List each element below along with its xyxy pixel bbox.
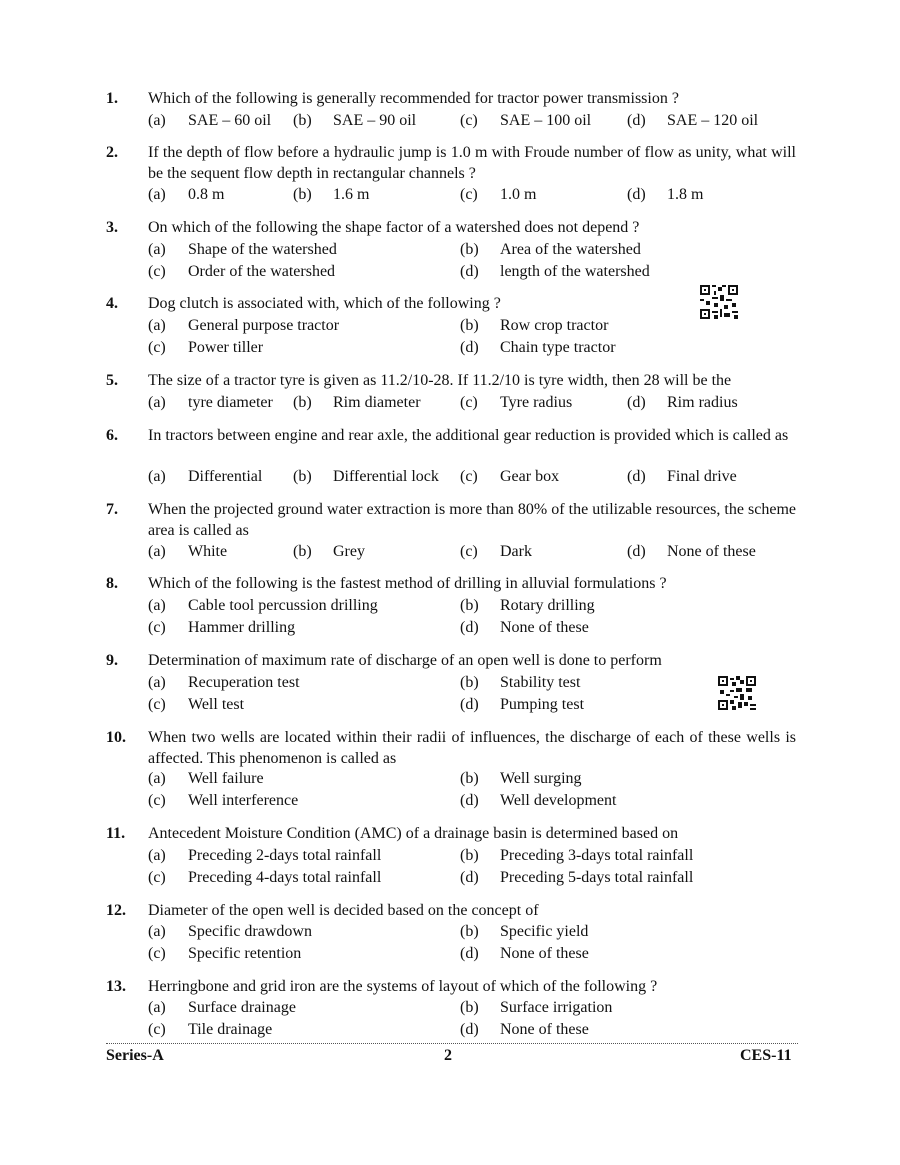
option-b: (b) Stability test bbox=[460, 674, 581, 691]
question-text: When the projected ground water extraction is more than 80% of the utilizable resources, the scheme area is called as bbox=[148, 501, 796, 539]
option-c: (c) Well interference bbox=[148, 792, 299, 809]
option-a: (a) Well failure bbox=[148, 770, 264, 787]
question-number: 1. bbox=[106, 90, 118, 107]
question-text: Antecedent Moisture Condition (AMC) of a drainage basin is determined based on bbox=[148, 825, 679, 842]
option-a: (a) Shape of the watershed bbox=[148, 241, 337, 258]
question-number: 6. bbox=[106, 427, 118, 444]
option-b: (b) 1.6 m bbox=[293, 186, 370, 203]
question-number: 10. bbox=[106, 729, 126, 746]
question-text: The size of a tractor tyre is given as 11.2/10-28. If 11.2/10 is tyre width, then 28 will be the bbox=[148, 372, 732, 389]
option-c: (c) Preceding 4-days total rainfall bbox=[148, 869, 382, 886]
option-b: (b) Differential lock bbox=[293, 468, 439, 485]
question-text: If the depth of flow before a hydraulic jump is 1.0 m with Froude number of flow as unity, what will be the sequent flow depth in rectangular channels ? bbox=[148, 144, 796, 182]
option-a: (a) Specific drawdown bbox=[148, 923, 312, 940]
option-a: (a) General purpose tractor bbox=[148, 317, 340, 334]
option-c: (c) Order of the watershed bbox=[148, 263, 336, 280]
option-d: (d) None of these bbox=[627, 543, 756, 560]
option-c: (c) Hammer drilling bbox=[148, 619, 296, 636]
option-b: (b) Row crop tractor bbox=[460, 317, 609, 334]
question-text: In tractors between engine and rear axle, the additional gear reduction is provided which is called as bbox=[148, 427, 789, 444]
option-d: (d) Chain type tractor bbox=[460, 339, 616, 356]
option-d: (d) 1.8 m bbox=[627, 186, 704, 203]
series-label: Series-A bbox=[106, 1047, 164, 1064]
question-number: 2. bbox=[106, 144, 118, 161]
question-text: When two wells are located within their radii of influences, the discharge of each of these wells is affected. This phenomenon is called as bbox=[148, 729, 796, 767]
option-b: (b) Specific yield bbox=[460, 923, 589, 940]
option-b: (b) Surface irrigation bbox=[460, 999, 613, 1016]
option-d: (d) Pumping test bbox=[460, 696, 585, 713]
option-c: (c) Power tiller bbox=[148, 339, 264, 356]
question-number: 5. bbox=[106, 372, 118, 389]
option-a: (a) SAE – 60 oil bbox=[148, 112, 272, 129]
page-number: 2 bbox=[444, 1047, 452, 1064]
option-b: (b) Area of the watershed bbox=[460, 241, 641, 258]
option-c: (c) SAE – 100 oil bbox=[460, 112, 592, 129]
question-number: 11. bbox=[106, 825, 126, 842]
option-a: (a) Recuperation test bbox=[148, 674, 300, 691]
footer-divider bbox=[106, 1043, 798, 1044]
option-c: (c) Tyre radius bbox=[460, 394, 573, 411]
qr-code-icon bbox=[718, 676, 756, 710]
question-number: 3. bbox=[106, 219, 118, 236]
question-text: Which of the following is the fastest method of drilling in alluvial formulations ? bbox=[148, 575, 667, 592]
option-a: (a) Preceding 2-days total rainfall bbox=[148, 847, 382, 864]
question-text: Diameter of the open well is decided based on the concept of bbox=[148, 902, 539, 919]
option-a: (a) tyre diameter bbox=[148, 394, 273, 411]
option-d: (d) Well development bbox=[460, 792, 617, 809]
option-d: (d) Rim radius bbox=[627, 394, 738, 411]
question-text: Determination of maximum rate of discharge of an open well is done to perform bbox=[148, 652, 662, 669]
option-d: (d) None of these bbox=[460, 945, 589, 962]
option-b: (b) Rotary drilling bbox=[460, 597, 595, 614]
option-d: (d) Preceding 5-days total rainfall bbox=[460, 869, 694, 886]
option-d: (d) None of these bbox=[460, 1021, 589, 1038]
option-c: (c) Well test bbox=[148, 696, 245, 713]
option-b: (b) Preceding 3-days total rainfall bbox=[460, 847, 694, 864]
option-b: (b) Grey bbox=[293, 543, 365, 560]
option-a: (a) Cable tool percussion drilling bbox=[148, 597, 378, 614]
option-d: (d) None of these bbox=[460, 619, 589, 636]
option-d: (d) length of the watershed bbox=[460, 263, 650, 280]
option-c: (c) 1.0 m bbox=[460, 186, 537, 203]
option-c: (c) Tile drainage bbox=[148, 1021, 273, 1038]
option-a: (a) 0.8 m bbox=[148, 186, 225, 203]
option-a: (a) Surface drainage bbox=[148, 999, 296, 1016]
option-b: (b) Well surging bbox=[460, 770, 582, 787]
option-a: (a) White bbox=[148, 543, 228, 560]
question-number: 9. bbox=[106, 652, 118, 669]
question-number: 13. bbox=[106, 978, 126, 995]
paper-code: CES-11 bbox=[740, 1047, 792, 1064]
question-text: Dog clutch is associated with, which of the following ? bbox=[148, 295, 501, 312]
question-number: 8. bbox=[106, 575, 118, 592]
option-b: (b) Rim diameter bbox=[293, 394, 421, 411]
question-text: Which of the following is generally recommended for tractor power transmission ? bbox=[148, 90, 679, 107]
question-text: On which of the following the shape factor of a watershed does not depend ? bbox=[148, 219, 640, 236]
option-c: (c) Dark bbox=[460, 543, 532, 560]
option-a: (a) Differential bbox=[148, 468, 263, 485]
question-text: Herringbone and grid iron are the systems of layout of which of the following ? bbox=[148, 978, 658, 995]
option-d: (d) SAE – 120 oil bbox=[627, 112, 759, 129]
option-c: (c) Specific retention bbox=[148, 945, 302, 962]
option-b: (b) SAE – 90 oil bbox=[293, 112, 417, 129]
question-number: 12. bbox=[106, 902, 126, 919]
question-number: 7. bbox=[106, 501, 118, 518]
option-d: (d) Final drive bbox=[627, 468, 737, 485]
question-number: 4. bbox=[106, 295, 118, 312]
option-c: (c) Gear box bbox=[460, 468, 560, 485]
